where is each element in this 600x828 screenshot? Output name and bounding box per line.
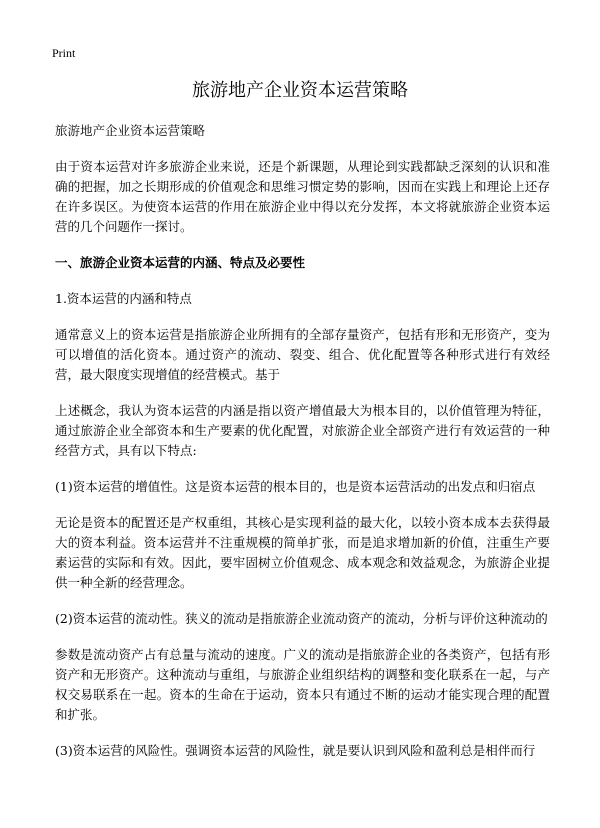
print-link[interactable]: Print xyxy=(52,46,76,60)
feature-heading-risk: (3)资本运营的风险性。强调资本运营的风险性，就是要认识到风险和盈利总是相伴而行 xyxy=(55,743,536,758)
intro-paragraph: 由于资本运营对许多旅游企业来说，还是个新课题，从理论到实践都缺乏深刻的认识和准确的把握，加之长期形成的价值观念和思维习惯定势的影响，因而在实践上和理论上还存在许多误区。为使资本运营的作用在旅游企业中得以充分发挥，本文将就旅游企业资本运营的几个问题作一探讨。 xyxy=(55,159,550,234)
paragraph-concept: 上述概念，我认为资本运营的内涵是指以资产增值最大为根本目的，以价值管理为特征，通过旅游企业全部资本和生产要素的优化配置，对旅游企业全部资产进行有效运营的一种经营方式，具有以下特点: xyxy=(55,403,550,458)
article-subtitle: 旅游地产企业资本运营策略 xyxy=(55,123,206,138)
feature-body-appreciation: 无论是资本的配置还是产权重组，其核心是实现利益的最大化，以较小资本成本去获得最大的资本利益。资本运营并不注重规模的简单扩张，而是追求增加新的价值，注重生产要素运营的实际和有效。因此，要牢固树立价值观念、成本观念和效益观念，为旅游企业提供一种全新的经营理念。 xyxy=(55,515,550,590)
paragraph-definition: 通常意义上的资本运营是指旅游企业所拥有的全部存量资产，包括有形和无形资产，变为可以增值的活化资本。通过资产的流动、裂变、组合、优化配置等各种形式进行有效经营，最大限度实现增值的经营模式。基于 xyxy=(55,327,550,382)
section-heading-1: 一、旅游企业资本运营的内涵、特点及必要性 xyxy=(55,255,306,270)
feature-body-liquidity: 参数是流动资产占有总量与流动的速度。广义的流动是指旅游企业的各类资产，包括有形资产和无形资产。这种流动与重组，与旅游企业组织结构的调整和变化联系在一起，与产权交易联系在一起。资本的生命在于运动，资本只有通过不断的运动才能实现合理的配置和扩张。 xyxy=(55,647,550,722)
page-title: 旅游地产企业资本运营策略 xyxy=(192,80,408,101)
article-body xyxy=(55,121,550,761)
feature-heading-appreciation: (1)资本运营的增值性。这是资本运营的根本目的，也是资本运营活动的出发点和归宿点 xyxy=(55,479,536,494)
feature-heading-liquidity: (2)资本运营的流动性。狭义的流动是指旅游企业流动资产的流动，分析与评价这种流动的 xyxy=(55,611,548,626)
subsection-heading-1: 1.资本运营的内涵和特点 xyxy=(55,291,192,306)
